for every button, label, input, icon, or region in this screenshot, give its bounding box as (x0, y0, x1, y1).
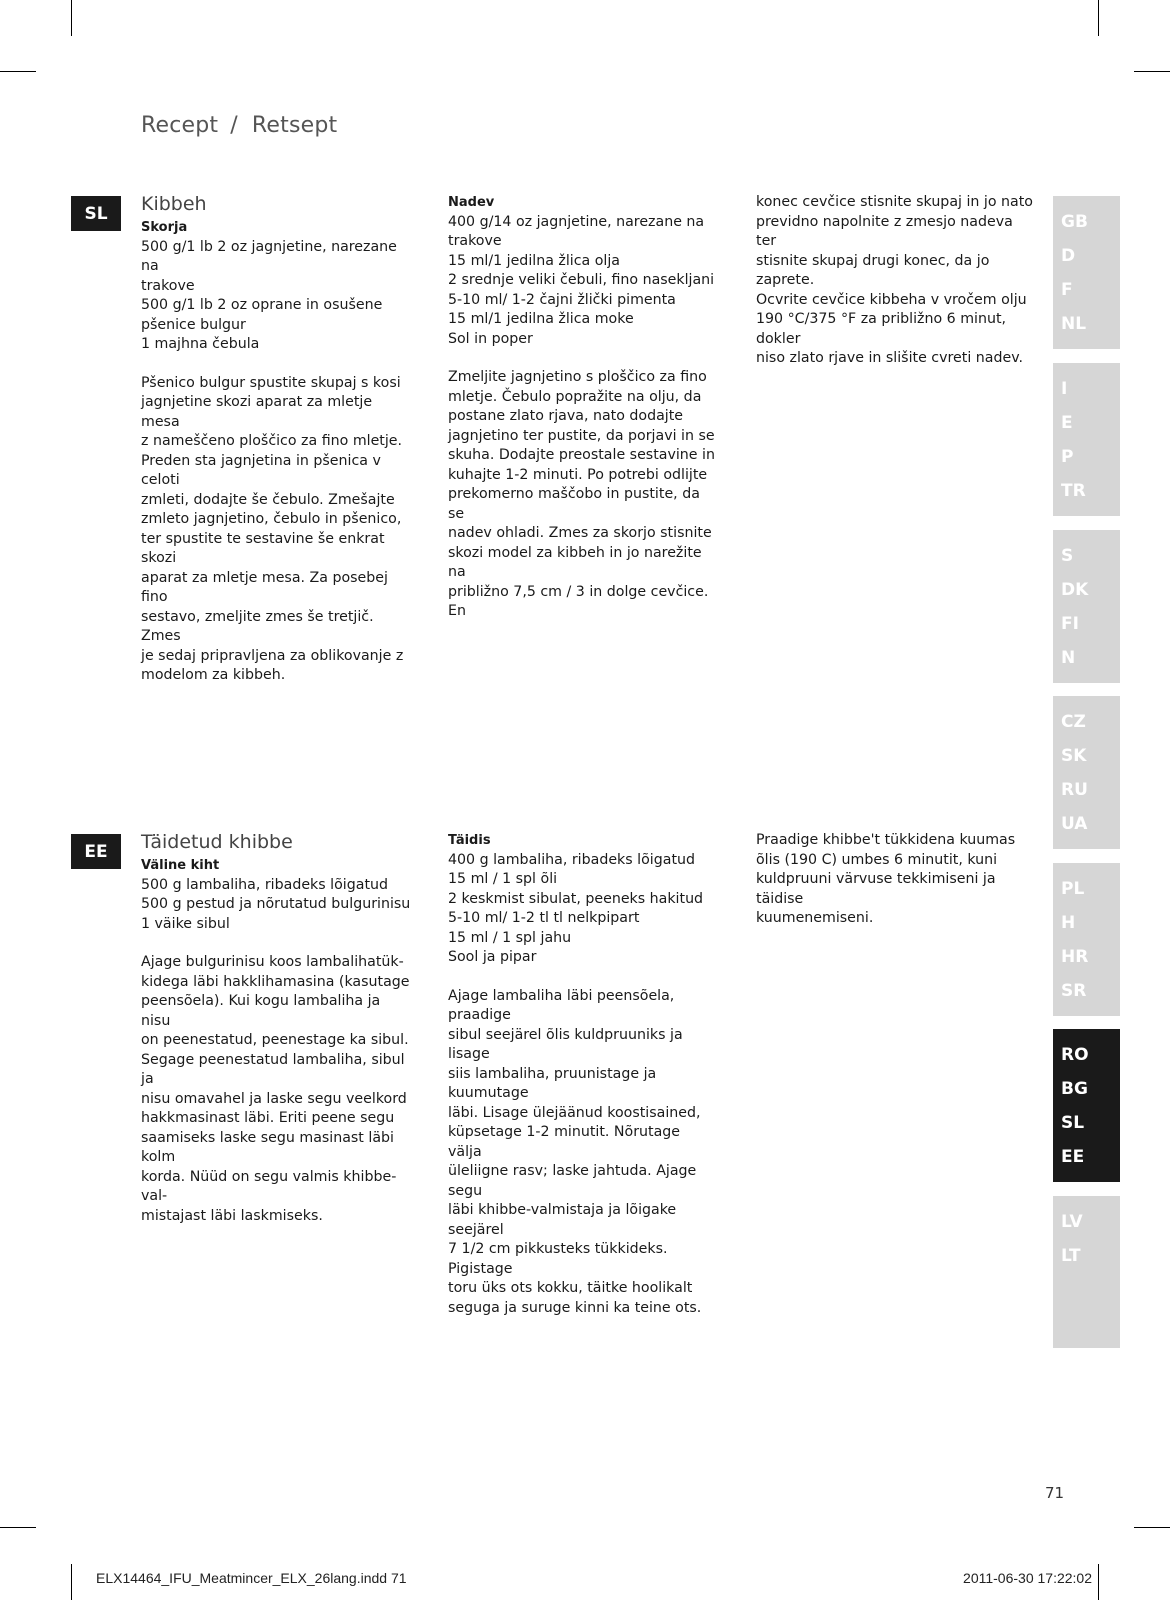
language-code-hr[interactable]: HR (1061, 947, 1089, 967)
footer-filename: ELX14464_IFU_Meatmincer_ELX_26lang.indd 71 (96, 1570, 407, 1586)
text-line: 500 g/1 lb 2 oz jagnjetine, narezane na (141, 238, 397, 274)
language-code-sl[interactable]: SL (1061, 1113, 1085, 1133)
text-line: Sol in poper (448, 330, 533, 347)
text-line: peensõela). Kui kogu lambaliha ja nisu (141, 993, 381, 1029)
text-line: Segage peenestatud lambaliha, sibul ja (141, 1051, 405, 1087)
text-line: 15 ml / 1 spl jahu (448, 929, 572, 946)
text-line: 1 väike sibul (141, 915, 230, 932)
ingredient-list (141, 238, 411, 355)
recipe-title: Kibbeh (141, 193, 207, 215)
page-number: 71 (1045, 1484, 1065, 1502)
text-line: hakkmasinast läbi. Eriti peene segu (141, 1110, 395, 1126)
text-line: ter spustite te sestavine še enkrat skozi (141, 530, 385, 566)
text-line: 190 °C/375 °F za približno 6 minut, dokler (756, 311, 1007, 347)
language-badge-ee: EE (71, 834, 121, 869)
text-line: 5-10 ml/ 1-2 tl tl nelkpipart (448, 910, 640, 926)
language-code-n[interactable]: N (1061, 648, 1076, 668)
text-line: Preden sta jagnjetina in pšenica v celoti (141, 452, 381, 488)
text-line: prekomerno maščobo in pustite, da se (448, 486, 700, 522)
text-line: Ocvrite cevčice kibbeha v vročem olju (756, 291, 1027, 308)
title-separator: / (230, 113, 238, 138)
language-tab-group[interactable] (1053, 530, 1120, 683)
text-line: 15 ml / 1 spl õli (448, 871, 558, 887)
language-code-lv[interactable]: LV (1061, 1212, 1083, 1232)
sl-column-1 (141, 193, 411, 686)
text-line: mletje. Čebulo popražite na olju, da (448, 388, 702, 405)
section-heading: Väline kiht (141, 858, 220, 873)
language-code-bg[interactable]: BG (1061, 1079, 1088, 1099)
text-line: pšenice bulgur (141, 316, 246, 333)
ee-column-2 (448, 831, 718, 1318)
sl-column-3 (756, 193, 1036, 369)
text-line: saamiseks laske segu masinast läbi kolm (141, 1129, 394, 1165)
text-line: läbi khibbe-valmistaja ja lõigake seejärel (448, 1202, 677, 1238)
language-code-p[interactable]: P (1061, 447, 1074, 467)
text-line: Ajage bulgurinisu koos lambalihatük- (141, 954, 404, 970)
text-line: toru üks ots kokku, täitke hoolikalt (448, 1280, 693, 1296)
text-line: konec cevčice stisnite skupaj in jo nato (756, 194, 1033, 210)
title-right: Retsept (251, 113, 338, 138)
language-code-i[interactable]: I (1061, 379, 1068, 399)
ingredient-list (448, 851, 718, 968)
language-code-tr[interactable]: TR (1061, 481, 1086, 501)
language-code-sk[interactable]: SK (1061, 746, 1087, 766)
language-code-f[interactable]: F (1061, 280, 1073, 300)
text-line: trakove (141, 277, 195, 294)
text-line: skuha. Dodajte preostale sestavine in (448, 447, 715, 463)
language-tab-group[interactable] (1053, 1196, 1120, 1348)
language-code-sr[interactable]: SR (1061, 981, 1087, 1001)
text-line: zmleto jagnjetino, čebulo in pšenico, (141, 511, 402, 527)
text-line: nisu omavahel ja laske segu veelkord (141, 1090, 407, 1107)
text-line: z nameščeno ploščico za fino mletje. (141, 433, 403, 449)
text-line: üleliigne rasv; laske jahtuda. Ajage segu (448, 1163, 697, 1199)
crop-mark (0, 1527, 36, 1528)
instructions (448, 368, 718, 622)
text-line: 15 ml/1 jedilna žlica moke (448, 311, 634, 327)
instructions (756, 193, 1036, 369)
text-line: kuumenemiseni. (756, 910, 874, 926)
text-line: Ajage lambaliha läbi peensõela, praadige (448, 987, 675, 1023)
text-line: siis lambaliha, pruunistage ja kuumutage (448, 1065, 657, 1101)
footer-timestamp: 2011-06-30 17:22:02 (963, 1570, 1092, 1586)
text-line: je sedaj pripravljena za oblikovanje z (141, 647, 404, 664)
text-line: 500 g lambaliha, ribadeks lõigatud (141, 876, 388, 893)
text-line: zmleti, dodajte še čebulo. Zmešajte (141, 491, 395, 508)
language-tab-group[interactable] (1053, 196, 1120, 349)
language-code-ee[interactable]: EE (1061, 1147, 1085, 1167)
text-line: 1 majhna čebula (141, 336, 260, 352)
crop-mark (1134, 1527, 1170, 1528)
text-line: sibul seejärel õlis kuldpruuniks ja lisage (448, 1026, 683, 1062)
text-line: kidega läbi hakklihamasina (kasutage (141, 973, 410, 990)
recipe-title: Täidetud khibbe (141, 831, 293, 853)
text-line: sestavo, zmeljite zmes še tretjič. Zmes (141, 608, 374, 644)
language-tab-group[interactable] (1053, 696, 1120, 849)
crop-mark (1134, 71, 1170, 72)
language-code-s[interactable]: S (1061, 546, 1074, 566)
instructions (756, 831, 1036, 929)
language-tab-group[interactable] (1053, 363, 1120, 516)
text-line: nadev ohladi. Zmes za skorjo stisnite (448, 525, 712, 541)
text-line: 500 g pestud ja nõrutatud bulgurinisu (141, 896, 411, 912)
text-line: mistajast läbi laskmiseks. (141, 1207, 323, 1224)
language-code-h[interactable]: H (1061, 913, 1076, 933)
text-line: 5-10 ml/ 1-2 čajni žlički pimenta (448, 291, 676, 308)
text-line: modelom za kibbeh. (141, 667, 286, 683)
sl-column-2 (448, 193, 718, 622)
section-heading: Nadev (448, 195, 495, 210)
text-line: 400 g lambaliha, ribadeks lõigatud (448, 851, 695, 868)
section-heading: Täidis (448, 833, 491, 848)
language-code-e[interactable]: E (1061, 413, 1073, 433)
language-badge-sl: SL (71, 196, 121, 231)
text-line: küpsetage 1-2 minutit. Nõrutage välja (448, 1124, 681, 1160)
instructions (141, 374, 411, 686)
text-line: kuldpruuni värvuse tekkimiseni ja täidise (756, 871, 996, 907)
title-left: Recept (141, 113, 219, 138)
crop-mark (1098, 0, 1099, 36)
text-line: 400 g/14 oz jagnjetine, narezane na (448, 213, 705, 230)
instructions (141, 953, 411, 1226)
text-line: 15 ml/1 jedilna žlica olja (448, 252, 620, 269)
text-line: korda. Nüüd on segu valmis khibbe-val- (141, 1168, 397, 1204)
text-line: kuhajte 1-2 minuti. Po potrebi odlijte (448, 466, 708, 483)
language-code-nl[interactable]: NL (1061, 314, 1087, 334)
crop-mark (1098, 1564, 1099, 1600)
language-code-dk[interactable]: DK (1061, 580, 1089, 600)
language-code-d[interactable]: D (1061, 246, 1076, 266)
text-line: jagnjetino ter pustite, da porjavi in se (448, 427, 715, 444)
text-line: Sool ja pipar (448, 949, 537, 965)
language-code-ro[interactable]: RO (1061, 1045, 1089, 1065)
language-code-fi[interactable]: FI (1061, 614, 1079, 634)
text-line: aparat za mletje mesa. Za posebej fino (141, 569, 388, 605)
text-line: Pšenico bulgur spustite skupaj s kosi (141, 374, 401, 391)
page-title (141, 113, 337, 138)
crop-mark (71, 1564, 72, 1600)
ingredient-list (448, 213, 718, 350)
text-line: läbi. Lisage ülejäänud koostisained, (448, 1104, 701, 1121)
text-line: 2 srednje veliki čebuli, fino nasekljani (448, 272, 715, 288)
text-line: 500 g/1 lb 2 oz oprane in osušene (141, 297, 383, 313)
language-code-pl[interactable]: PL (1061, 879, 1085, 899)
crop-mark (0, 71, 36, 72)
language-code-ua[interactable]: UA (1061, 814, 1088, 834)
language-code-ru[interactable]: RU (1061, 780, 1088, 800)
text-line: seguga ja suruge kinni ka teine ots. (448, 1299, 702, 1316)
instructions (448, 987, 718, 1319)
ee-column-3 (756, 831, 1036, 929)
text-line: postane zlato rjava, nato dodajte (448, 408, 684, 424)
text-line: niso zlato rjave in slišite cvreti nadev. (756, 350, 1023, 366)
text-line: skozi model za kibbeh in jo narežite na (448, 544, 702, 580)
language-code-lt[interactable]: LT (1061, 1246, 1081, 1266)
text-line: õlis (190 C) umbes 6 minutit, kuni (756, 851, 998, 868)
text-line: previdno napolnite z zmesjo nadeva ter (756, 213, 1013, 249)
language-tab-group[interactable] (1053, 1029, 1120, 1182)
language-tab-group[interactable] (1053, 863, 1120, 1016)
text-line: 2 keskmist sibulat, peeneks hakitud (448, 890, 704, 907)
text-line: Zmeljite jagnjetino s ploščico za fino (448, 369, 707, 385)
text-line: jagnjetine skozi aparat za mletje mesa (141, 394, 373, 430)
text-line: približno 7,5 cm / 3 in dolge cevčice. En (448, 583, 709, 619)
text-line: Praadige khibbe't tükkidena kuumas (756, 832, 1016, 848)
ingredient-list (141, 876, 411, 935)
language-code-gb[interactable]: GB (1061, 212, 1088, 232)
text-line: on peenestatud, peenestage ka sibul. (141, 1032, 409, 1048)
text-line: stisnite skupaj drugi konec, da jo zaprete. (756, 252, 990, 288)
section-heading: Skorja (141, 220, 188, 235)
language-code-cz[interactable]: CZ (1061, 712, 1086, 732)
crop-mark (71, 0, 72, 36)
ee-column-1 (141, 831, 411, 1226)
text-line: 7 1/2 cm pikkusteks tükkideks. Pigistage (448, 1241, 668, 1277)
text-line: trakove (448, 233, 502, 249)
